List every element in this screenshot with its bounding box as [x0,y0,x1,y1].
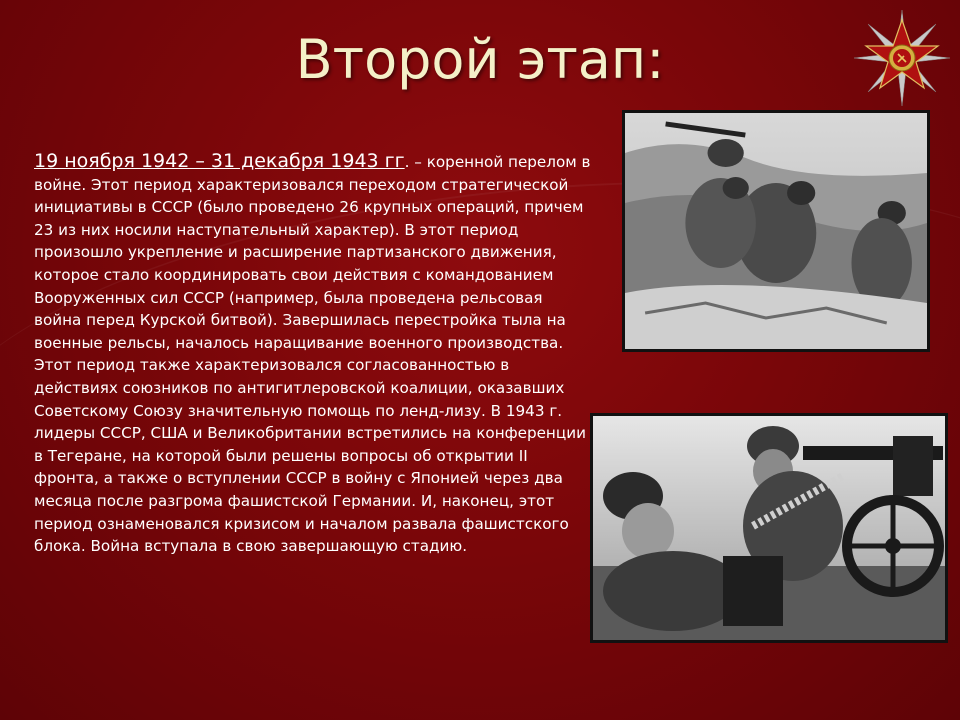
date-range: 19 ноября 1942 – 31 декабря 1943 гг [34,150,405,172]
slide-body [34,150,594,558]
machine-gun-crew-photo [590,413,948,643]
slide-title: Второй этап: [295,28,665,91]
order-patriotic-war-icon [852,8,952,108]
soldiers-in-trench-photo [622,110,930,352]
body-paragraph: . – коренной перелом в войне. Этот период характеризовался переходом стратегической инициативы в СССР (было проведено 26 крупных операций, причем 23 из них носили наступательный характер). В этот период произошло укрепление и расширение партизанского движения, которое стало координировать свои действия с командованием Вооруженных сил СССР (например, была проведена рельсовая война перед Курской битвой). Завершилась перестройка тыла на военные рельсы, началось наращивание военного производства. Этот период также характеризовался согласованностью в действиях союзников по антигитлеровской коалиции, оказавших Советскому Союзу значительную помощь по ленд-лизу. В 1943 г. лидеры СССР, США и Великобритании встретились на конференции в Тегеране, на которой были решены вопросы об открытии II фронта, а также о вступлении СССР в войну с Японией через два месяца после разгрома фашистской Германии. И, наконец, этот период ознаменовался кризисом и началом развала фашистского блока. Война вступала в свою завершающую стадию. [34,153,591,556]
